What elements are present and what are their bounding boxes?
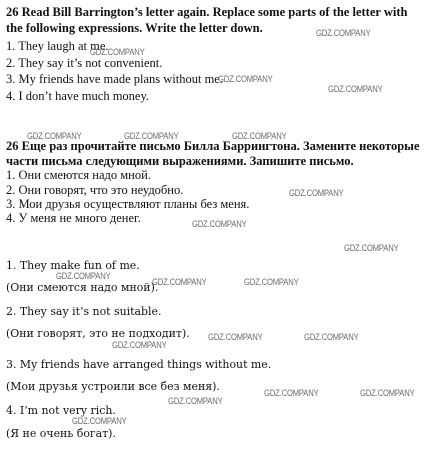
watermark: GDZ.COMPANY (244, 277, 299, 287)
watermark: GDZ.COMPANY (152, 277, 207, 287)
exercise-title-ru-line2: части письма следующими выражениями. Запишите письмо. (6, 154, 354, 168)
watermark: GDZ.COMPANY (27, 131, 82, 141)
answer-2-ru: (Они говорят, это не подходит). (6, 326, 190, 340)
watermark: GDZ.COMPANY (344, 243, 399, 253)
exercise-title-en-line2: the following expressions. Write the letter down. (6, 21, 263, 35)
exercise-title-en-line1: 26 Read Bill Barrington’s letter again. Replace some parts of the letter with (6, 5, 408, 19)
watermark: GDZ.COMPANY (304, 332, 359, 342)
watermark: GDZ.COMPANY (264, 388, 319, 398)
answer-1-ru: (Они смеются надо мной). (6, 280, 159, 294)
answer-1-en: 1. They make fun of me. (6, 258, 140, 272)
watermark: GDZ.COMPANY (192, 219, 247, 229)
answer-4-en: 4. I’m not very rich. (6, 403, 116, 417)
watermark: GDZ.COMPANY (328, 84, 383, 94)
watermark: GDZ.COMPANY (232, 131, 287, 141)
watermark: GDZ.COMPANY (208, 332, 263, 342)
watermark: GDZ.COMPANY (124, 131, 179, 141)
answer-3-ru: (Мои друзья устроили все без меня). (6, 379, 220, 393)
watermark: GDZ.COMPANY (316, 28, 371, 38)
ru-item-4: 4. У меня не много денег. (6, 211, 141, 225)
watermark: GDZ.COMPANY (112, 340, 167, 350)
watermark: GDZ.COMPANY (218, 74, 273, 84)
en-item-2: 2. They say it’s not convenient. (6, 56, 163, 70)
watermark: GDZ.COMPANY (72, 416, 127, 426)
en-item-1: 1. They laugh at me. (6, 39, 109, 53)
answer-2-en: 2. They say it’s not suitable. (6, 304, 162, 318)
answer-4-ru: (Я не очень богат). (6, 426, 116, 440)
watermark: GDZ.COMPANY (289, 188, 344, 198)
en-item-3: 3. My friends have made plans without me. (6, 72, 223, 86)
watermark: GDZ.COMPANY (56, 271, 111, 281)
ru-item-3: 3. Мои друзья осуществляют планы без меня. (6, 197, 250, 211)
ru-item-1: 1. Они смеются надо мной. (6, 168, 151, 182)
answer-3-en: 3. My friends have arranged things without me. (6, 357, 272, 371)
en-item-4: 4. I don’t have much money. (6, 89, 150, 103)
watermark: GDZ.COMPANY (90, 47, 145, 57)
ru-item-2: 2. Они говорят, что это неудобно. (6, 183, 184, 197)
exercise-title-ru-line1: 26 Еще раз прочитайте письмо Билла Баррингтона. Замените некоторые (6, 139, 420, 153)
watermark: GDZ.COMPANY (168, 396, 223, 406)
watermark: GDZ.COMPANY (360, 388, 415, 398)
